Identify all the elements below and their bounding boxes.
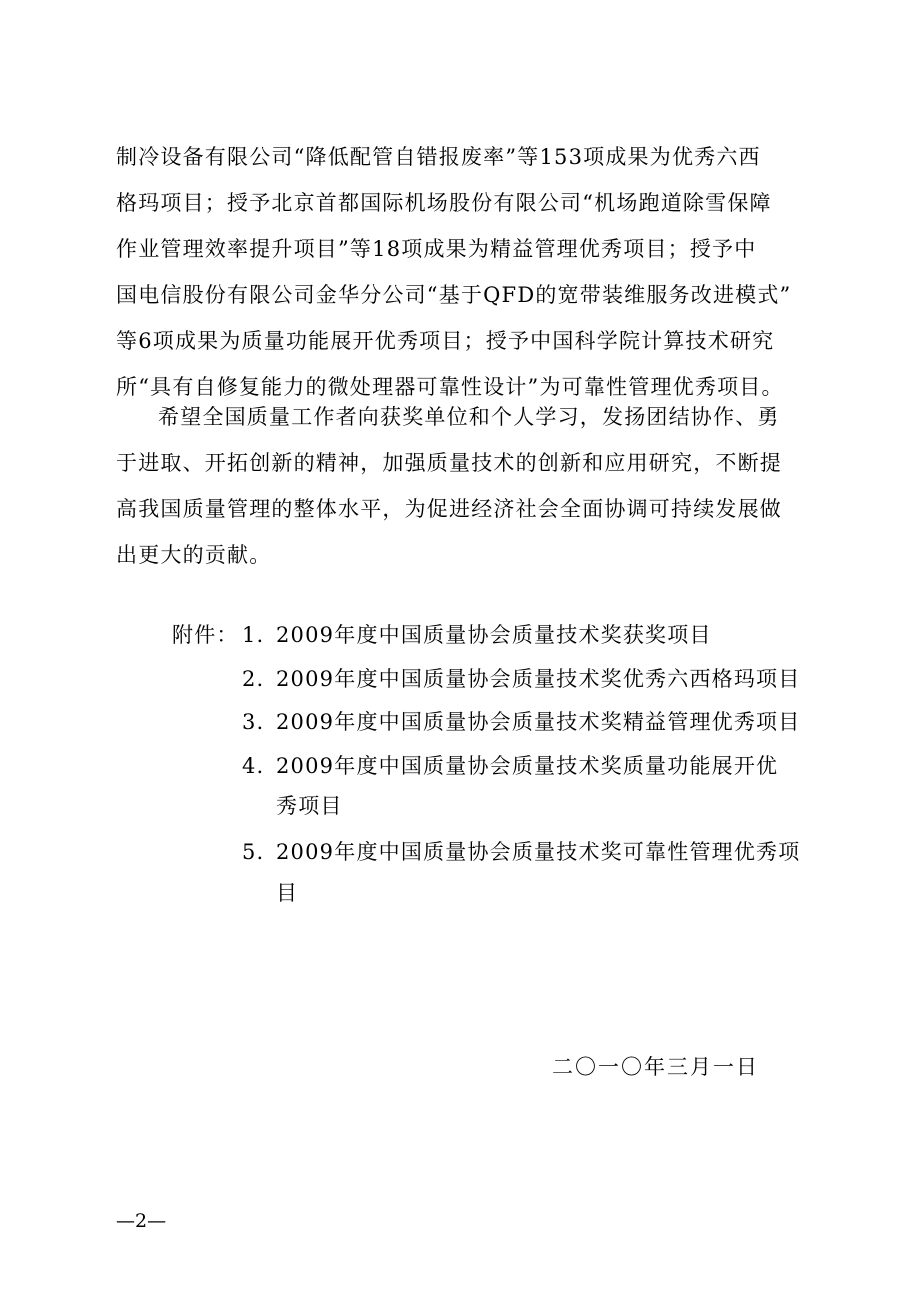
attachment-1-number: 1. [242,623,265,647]
attachment-2-text: 2009年度中国质量协会质量技术奖优秀六西格玛项目 [276,667,801,691]
attachment-1-text: 2009年度中国质量协会质量技术奖获奖项目 [276,623,712,647]
paragraph-2-line-1: 希望全国质量工作者向获奖单位和个人学习，发扬团结协作、勇 [158,405,780,429]
paragraph-2-line-2: 于进取、开拓创新的精神，加强质量技术的创新和应用研究，不断提 [116,451,782,475]
attachment-4-text: 2009年度中国质量协会质量技术奖质量功能展开优 [276,754,779,778]
attachment-4-number: 4. [242,754,265,778]
paragraph-1-line-6: 所“具有自修复能力的微处理器可靠性设计”为可靠性管理优秀项目。 [116,375,784,399]
paragraph-1-line-1: 制冷设备有限公司“降低配管自错报废率”等153项成果为优秀六西 [116,145,761,169]
paragraph-1-line-4: 国电信股份有限公司金华分公司“基于QFD的宽带装维服务改进模式” [116,283,792,307]
attachment-3-number: 3. [242,710,265,734]
attachment-3-text: 2009年度中国质量协会质量技术奖精益管理优秀项目 [276,710,801,734]
attachment-4-continuation: 秀项目 [276,794,343,818]
paragraph-2-line-4: 出更大的贡献。 [116,543,272,567]
paragraph-2-line-3: 高我国质量管理的整体水平，为促进经济社会全面协调可持续发展做 [116,497,782,521]
document-date: 二〇一〇年三月一日 [552,1055,759,1079]
attachment-2-number: 2. [242,667,265,691]
page-number: —2— [116,1210,167,1232]
paragraph-1-line-5: 等6项成果为质量功能展开优秀项目；授予中国科学院计算技术研究 [116,329,775,353]
attachment-5-number: 5. [242,840,265,864]
attachment-5-continuation: 目 [276,881,299,905]
attachment-5-text: 2009年度中国质量协会质量技术奖可靠性管理优秀项 [276,840,801,864]
paragraph-1-line-2: 格玛项目；授予北京首都国际机场股份有限公司“机场跑道除雪保障 [116,191,772,215]
attachments-label: 附件： [172,623,239,647]
paragraph-1-line-3: 作业管理效率提升项目”等18项成果为精益管理优秀项目；授予中 [116,237,757,261]
